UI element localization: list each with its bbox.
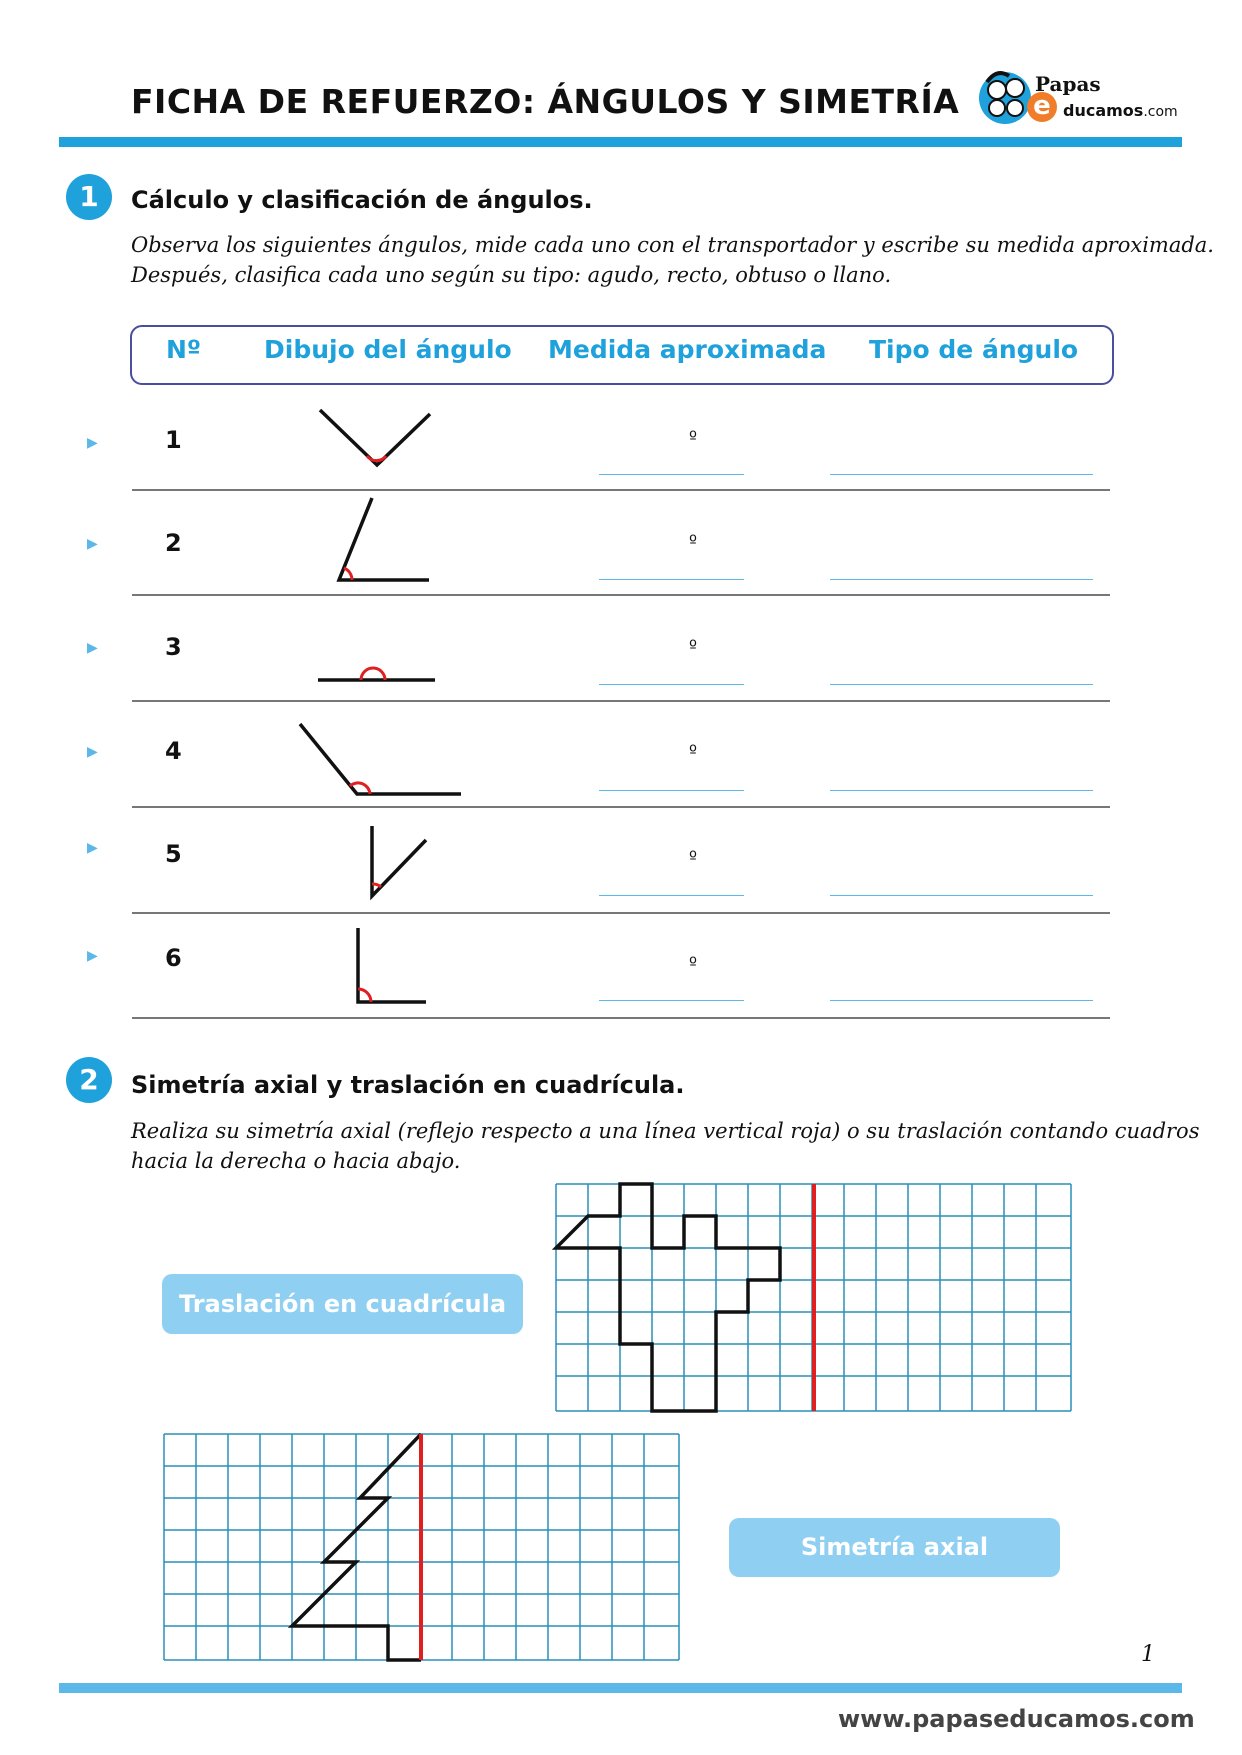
angle-drawing-1 xyxy=(318,408,438,478)
row-divider xyxy=(132,594,1110,596)
column-header-number: Nº xyxy=(166,335,202,364)
row-marker-icon: ▶ xyxy=(87,435,98,451)
section-2-instructions xyxy=(131,1116,1199,1176)
degree-symbol: º xyxy=(689,532,698,552)
family-icon xyxy=(975,62,1039,130)
angle-number: 1 xyxy=(165,426,182,454)
angle-number: 6 xyxy=(165,944,182,972)
instructions-line-1: Observa los siguientes ángulos, mide cada uno con el transportador y escribe su medida aproximada. xyxy=(131,233,1214,257)
type-answer-blank[interactable] xyxy=(830,579,1093,580)
row-marker-icon: ▶ xyxy=(87,840,98,856)
section-2-title: Simetría axial y traslación en cuadrícula. xyxy=(131,1071,685,1099)
logo-word: ducamos xyxy=(1063,101,1144,120)
section-1-title: Cálculo y clasificación de ángulos. xyxy=(131,186,593,214)
symmetry-grid xyxy=(164,1434,684,1664)
degree-symbol: º xyxy=(689,428,698,448)
row-marker-icon: ▶ xyxy=(87,536,98,552)
measure-answer-blank[interactable] xyxy=(599,474,744,475)
section-1-instructions xyxy=(131,230,1214,290)
column-header-measure: Medida aproximada xyxy=(548,335,827,364)
column-header-type: Tipo de ángulo xyxy=(869,335,1079,364)
page-title: FICHA DE REFUERZO: ÁNGULOS Y SIMETRÍA xyxy=(131,82,960,121)
header-divider xyxy=(59,137,1182,147)
degree-symbol: º xyxy=(689,742,698,762)
symmetry-label-button[interactable]: Simetría axial xyxy=(729,1518,1060,1577)
logo-text-papas: Papas xyxy=(1035,72,1101,96)
angle-number: 3 xyxy=(165,633,182,661)
measure-answer-blank[interactable] xyxy=(599,790,744,791)
logo-e-letter: e xyxy=(1033,91,1051,121)
row-marker-icon: ▶ xyxy=(87,744,98,760)
footer-url[interactable]: www.papaseducamos.com xyxy=(838,1705,1195,1733)
angle-number: 5 xyxy=(165,840,182,868)
measure-answer-blank[interactable] xyxy=(599,579,744,580)
degree-symbol: º xyxy=(689,848,698,868)
logo-e-badge xyxy=(1027,92,1057,122)
degree-symbol: º xyxy=(689,954,698,974)
angle-drawing-3 xyxy=(318,668,438,698)
angle-drawing-4 xyxy=(298,722,463,802)
row-marker-icon: ▶ xyxy=(87,640,98,656)
logo-suffix: .com xyxy=(1143,104,1178,120)
row-divider xyxy=(132,806,1110,808)
row-divider xyxy=(132,912,1110,914)
angle-number: 4 xyxy=(165,737,182,765)
row-divider xyxy=(132,700,1110,702)
row-marker-icon: ▶ xyxy=(87,948,98,964)
logo-text-educamos xyxy=(1063,101,1178,120)
type-answer-blank[interactable] xyxy=(830,474,1093,475)
measure-answer-blank[interactable] xyxy=(599,684,744,685)
page-number: 1 xyxy=(1141,1642,1155,1667)
angle-number: 2 xyxy=(165,529,182,557)
row-divider xyxy=(132,1017,1110,1019)
type-answer-blank[interactable] xyxy=(830,895,1093,896)
instructions-line-2: Después, clasifica cada uno según su tipo: agudo, recto, obtuso o llano. xyxy=(131,263,892,287)
instructions-line-1: Realiza su simetría axial (reflejo respecto a una línea vertical roja) o su traslación contando cuadros xyxy=(131,1119,1200,1143)
translation-grid xyxy=(556,1184,1076,1414)
type-answer-blank[interactable] xyxy=(830,684,1093,685)
cactus-shape xyxy=(556,1184,780,1411)
angle-drawing-2 xyxy=(336,496,436,586)
degree-symbol: º xyxy=(689,637,698,657)
footer-divider xyxy=(59,1683,1182,1693)
instructions-line-2: hacia la derecha o hacia abajo. xyxy=(131,1149,461,1173)
measure-answer-blank[interactable] xyxy=(599,1000,744,1001)
section-1-number: 1 xyxy=(66,174,112,220)
type-answer-blank[interactable] xyxy=(830,790,1093,791)
type-answer-blank[interactable] xyxy=(830,1000,1093,1001)
angle-drawing-5 xyxy=(368,824,438,904)
section-2-number: 2 xyxy=(66,1057,112,1103)
row-divider xyxy=(132,489,1110,491)
measure-answer-blank[interactable] xyxy=(599,895,744,896)
translation-label-button[interactable]: Traslación en cuadrícula xyxy=(162,1274,523,1334)
column-header-drawing: Dibujo del ángulo xyxy=(264,335,512,364)
angle-drawing-6 xyxy=(354,926,434,1006)
